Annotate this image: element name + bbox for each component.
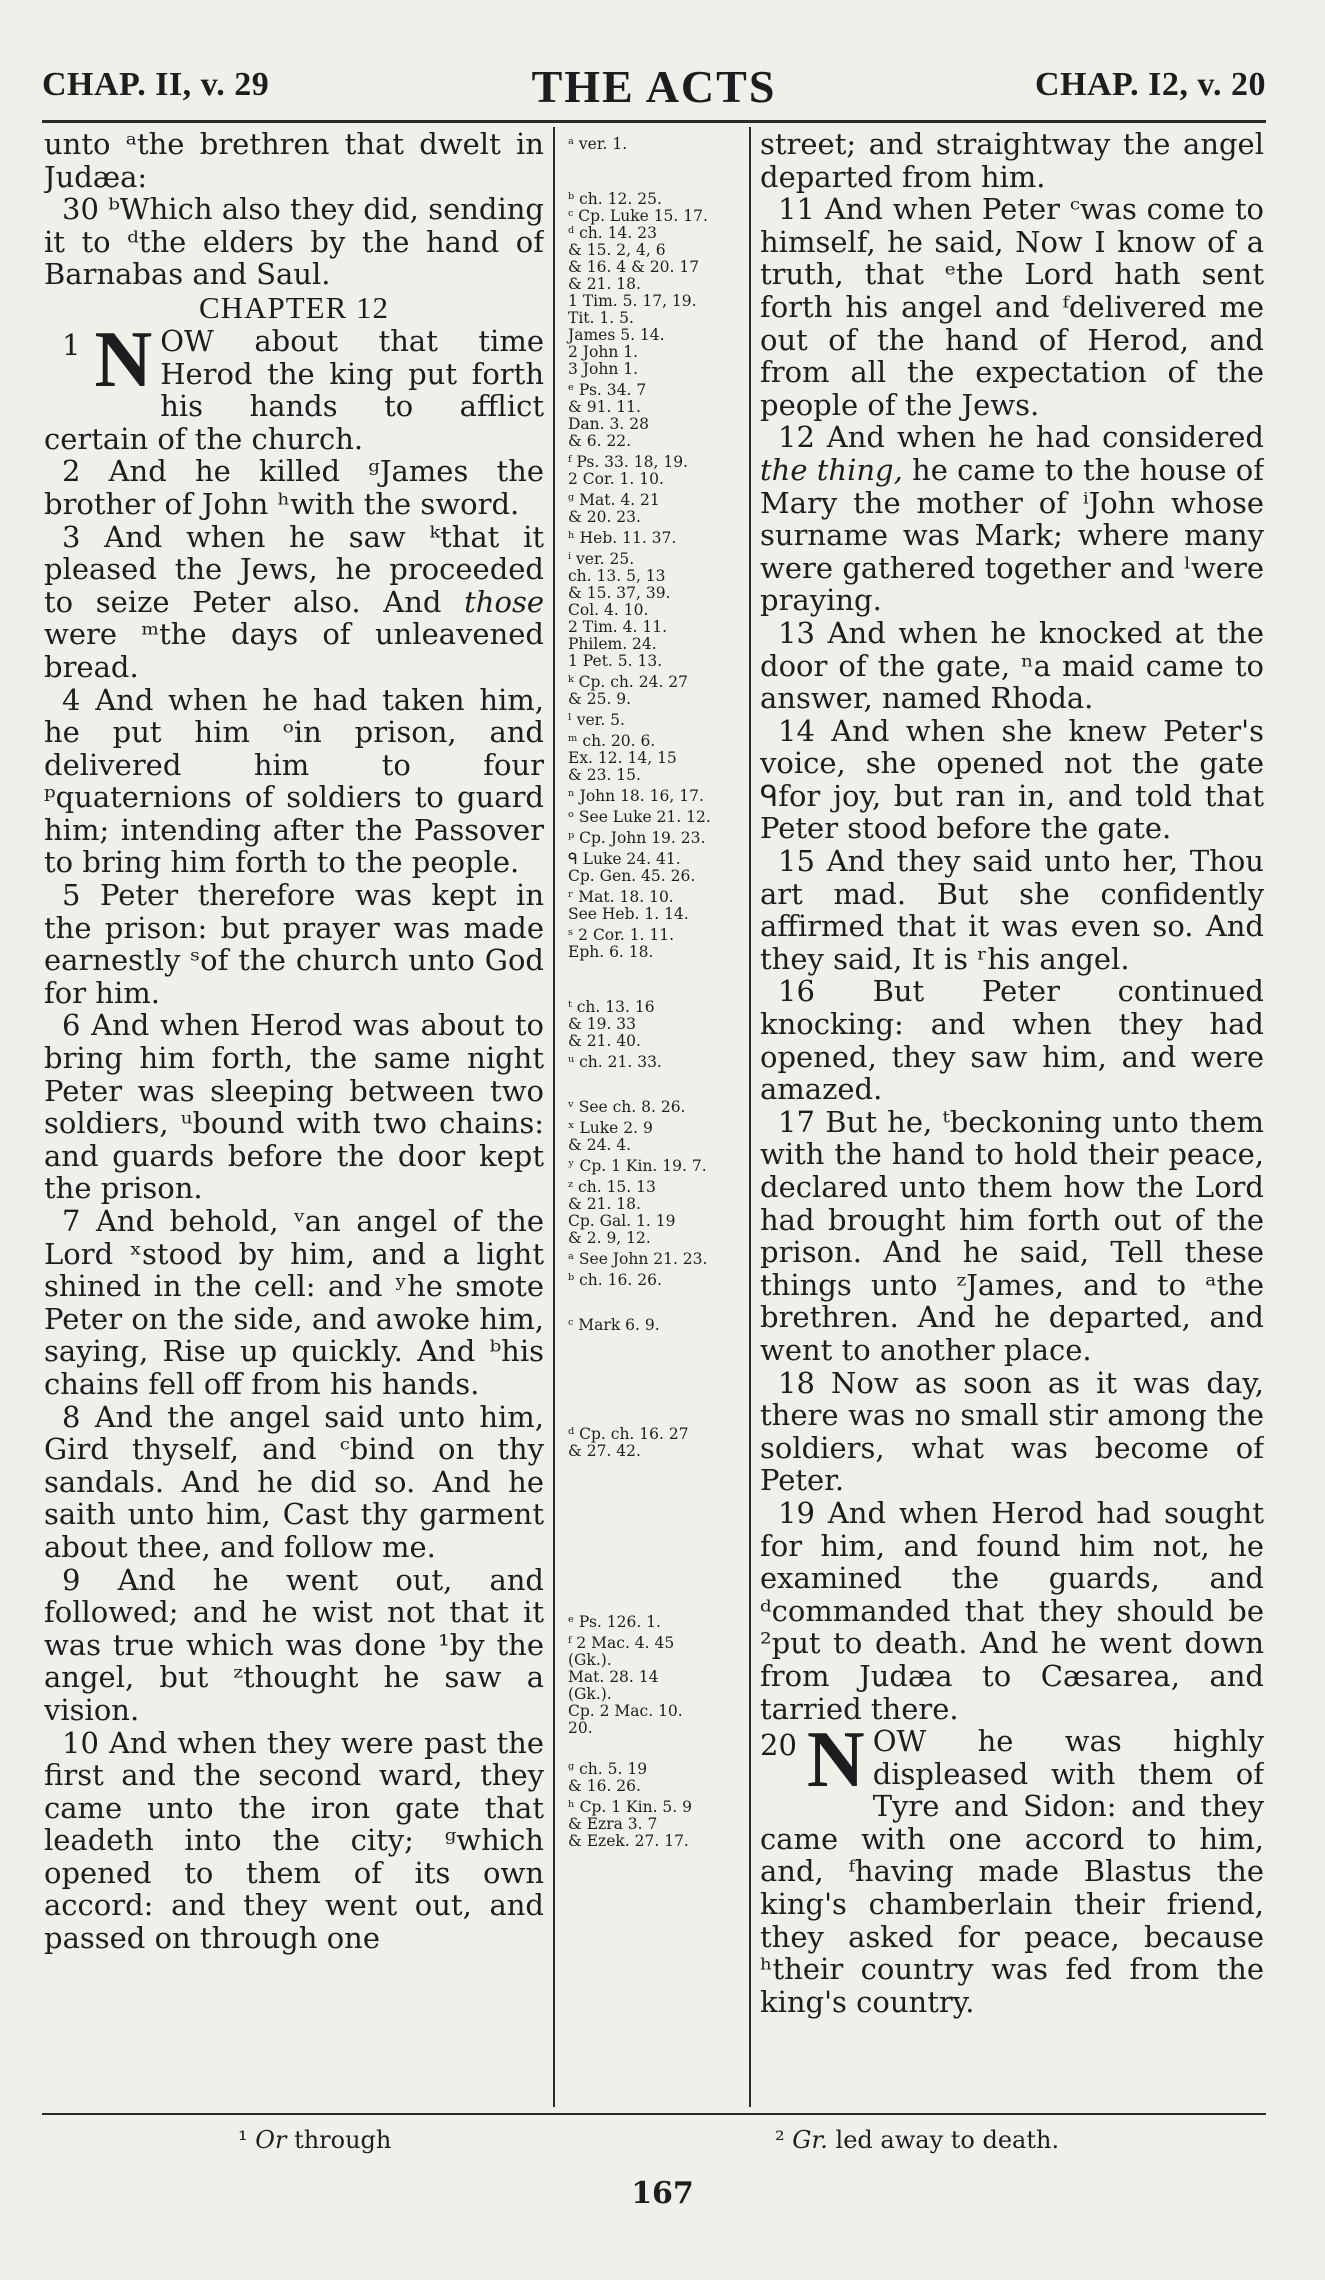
header-chapter-start: CHAP. II, v. 29 — [42, 66, 270, 103]
verse-12-11: 11 And when Peter ᶜwas come to himself, he said, Now I know of a truth, that ᵉthe Lord hath sent forth his angel and ᶠdelivered me out of the hand of Herod, and from all the expectation of the people of the Jews. — [760, 192, 1264, 422]
cross-reference: ᵗ ch. 13. 16 & 19. 33 & 21. 40. — [568, 998, 655, 1050]
verse-12-19: 19 And when Herod had sought for him, and found him not, he examined the guards, and ᵈcommanded that they should be ²put to death. And he went down from Judæa to Cæsarea, and tarried there. — [760, 1495, 1264, 1726]
verse-12-15: 15 And they said unto her, Thou art mad. But she confidently affirmed that it was even so. And they said, It is ʳhis angel. — [760, 844, 1264, 976]
verse-12-5: 5 Peter therefore was kept in the prison: but prayer was made earnestly ˢof the church unto God for him. — [44, 878, 544, 1010]
cross-reference: ᶠ Ps. 33. 18, 19. 2 Cor. 1. 10. — [568, 453, 688, 488]
cross-reference: ᵏ Cp. ch. 24. 27 & 25. 9. — [568, 673, 689, 708]
verse-11-30: 30 ᵇWhich also they did, sending it to ᵈthe elders by the hand of Barnabas and Saul. — [44, 192, 544, 292]
cross-reference: ⁱ ver. 25. ch. 13. 5, 13 & 15. 37, 39. Col. 4. 10. 2 Tim. 4. 11. Philem. 24. 1 Pet. 5. 13. — [568, 550, 671, 670]
cross-reference: ᵉ Ps. 126. 1. — [568, 1613, 661, 1631]
verse-12-6: 6 And when Herod was about to bring him forth, the same night Peter was sleeping between two soldiers, ᵘbound with two chains: and guards before the door kept the prison. — [44, 1008, 544, 1206]
page-number: 167 — [631, 2176, 694, 2211]
cross-reference: ᵇ ch. 16. 26. — [568, 1271, 662, 1289]
cross-reference: ʰ Cp. 1 Kin. 5. 9 & Ezra 3. 7 & Ezek. 27. 17. — [568, 1798, 693, 1850]
cross-reference: ʸ Cp. 1 Kin. 19. 7. — [568, 1157, 707, 1175]
verse-12-13: 13 And when he knocked at the door of the gate, ⁿa maid came to answer, named Rhoda. — [760, 615, 1264, 716]
cross-reference: ᵍ Mat. 4. 21 & 20. 23. — [568, 491, 660, 526]
verse-12-12: 12 And when he had considered the thing, he came to the house of Mary the mother of ⁱJohn whose surname was Mark; where many were gathered together and ˡwere praying. — [760, 420, 1264, 618]
footnote-rule — [42, 2113, 1266, 2115]
footnotes — [0, 2126, 1325, 2166]
chapter-heading: CHAPTER 12 — [199, 289, 389, 325]
cross-reference: ᵈ Cp. ch. 16. 27 & 27. 42. — [568, 1425, 689, 1460]
column-divider-left — [553, 127, 555, 2107]
verse-12-2: 2 And he killed ᵍJames the brother of John ʰwith the sword. — [44, 454, 544, 521]
verse-12-7: 7 And behold, ᵛan angel of the Lord ˣstood by him, and a light shined in the cell: and ʸhe smote Peter on the side, and awoke him, saying, Rise up quickly. And ᵇhis chains fell off from his hands. — [44, 1204, 544, 1401]
verse-number: 1 — [62, 327, 81, 362]
cross-reference: ˡ ver. 5. — [568, 711, 625, 729]
cross-reference — [568, 965, 738, 999]
header-chapter-end: CHAP. I2, v. 20 — [1034, 66, 1266, 103]
verse-12-18: 18 Now as soon as it was day, there was no small stir among the soldiers, what was become of Peter. — [760, 1365, 1264, 1498]
verse-12-8: 8 And the angel said unto him, Gird thyself, and ᶜbind on thy sandals. And he did so. And he saith unto him, Cast thy garment about thee, and follow me. — [44, 1399, 544, 1564]
verse-12-3: 3 And when he saw ᵏthat it pleased the Jews, he proceeded to seize Peter also. And those were ᵐthe days of unleavened bread. — [44, 519, 544, 684]
verse-12-9: 9 And he went out, and followed; and he wist not that it was true which was done ¹by the angel, but ᶻthought he saw a vision. — [44, 1562, 544, 1727]
verse-12-16: 16 But Peter continued knocking: and when they had opened, they saw him, and were amazed. — [760, 974, 1264, 1107]
cross-reference: ᵖ Cp. John 19. 23. — [568, 829, 706, 847]
verse-12-17: 17 But he, ᵗbeckoning unto them with the hand to hold their peace, declared unto them how the Lord had brought him forth out of the prison. And he said, Tell these things unto ᶻJames, and to ᵃthe brethren. And he departed, and went to another place. — [760, 1104, 1264, 1367]
verse-12-10: 10 And when they were past the first and the second ward, they came unto the iron gate that leadeth into the city; ᵍwhich opened to them of its own accord: and they went out, and passed on through one — [44, 1725, 544, 1956]
cross-reference — [568, 1741, 738, 1761]
cross-reference: ᵃ ver. 1. — [568, 135, 628, 153]
verse-number: 20 — [760, 1728, 797, 1763]
cross-reference — [568, 1338, 738, 1426]
cross-reference — [568, 157, 738, 191]
right-text-column — [760, 128, 1264, 2104]
verse-12-14: 14 And when she knew Peter's voice, she opened not the gate ᑫfor joy, but ran in, and told that Peter stood before the gate. — [760, 713, 1264, 846]
cross-reference-column — [568, 136, 738, 2106]
cross-reference: ᶻ ch. 15. 13 & 21. 18. Cp. Gal. 1. 19 & 2. 9, 12. — [568, 1178, 676, 1247]
cross-reference: ᵒ See Luke 21. 12. — [568, 808, 711, 826]
cross-reference: ˢ 2 Cor. 1. 11. Eph. 6. 18. — [568, 926, 675, 961]
cross-reference — [568, 1464, 738, 1614]
cross-reference: ʰ Heb. 11. 37. — [568, 529, 677, 547]
book-title: THE ACTS — [531, 61, 777, 112]
verse-11-29-continued: unto ᵃthe brethren that dwelt in Judæa: — [44, 128, 544, 194]
cross-reference: ᵉ Ps. 34. 7 & 91. 11. Dan. 3. 28 & 6. 22. — [568, 381, 649, 450]
cross-reference — [568, 1293, 738, 1317]
running-header — [42, 60, 1266, 118]
footnote-1: ¹ Or through — [238, 2126, 392, 2154]
drop-cap: N — [806, 1716, 865, 1805]
cross-reference: ⁿ John 18. 16, 17. — [568, 787, 704, 805]
column-divider-right — [749, 127, 751, 2107]
footnote-2: ² Gr. led away to death. — [775, 2126, 1060, 2154]
cross-reference: ᑫ Luke 24. 41. Cp. Gen. 45. 26. — [568, 850, 696, 885]
verse-12-4: 4 And when he had taken him, he put him ᵒin prison, and delivered him to four ᵖquaternions of soldiers to guard him; intending after the Passover to bring him forth to the people. — [44, 682, 544, 880]
cross-reference: ᵍ ch. 5. 19 & 16. 26. — [568, 1760, 648, 1795]
verse-12-1: 1 N OW about that time Herod the king put forth his hands to afflict certain of the church. — [44, 315, 544, 456]
cross-reference: ᵃ See John 21. 23. — [568, 1250, 708, 1268]
verse-12-20: 20 N OW he was highly displeased with them of Tyre and Sidon: and they came with one accord to him, and, ᶠhaving made Blastus the king's chamberlain their friend, they asked for peace, because ʰtheir country was fed from the king's country. — [760, 1716, 1264, 2019]
verse-12-10-continued: street; and straightway the angel departed from him. — [760, 128, 1264, 194]
cross-reference: ʳ Mat. 18. 10. See Heb. 1. 14. — [568, 888, 689, 923]
cross-reference: ᵘ ch. 21. 33. — [568, 1053, 662, 1071]
left-text-column — [44, 128, 544, 2104]
cross-reference: ᵇ ch. 12. 25. ᶜ Cp. Luke 15. 17. ᵈ ch. 14. 23 & 15. 2, 4, 6 & 16. 4 & 20. 17 & 21. 18. 1 Tim. 5. 17, 19. Tit. 1. 5. James 5. 14. 2 John 1. 3 John 1. — [568, 190, 708, 378]
cross-reference: ᶜ Mark 6. 9. — [568, 1316, 660, 1334]
cross-reference: ˣ Luke 2. 9 & 24. 4. — [568, 1119, 653, 1154]
cross-reference — [568, 1075, 738, 1099]
header-rule — [42, 120, 1266, 123]
cross-reference: ᵛ See ch. 8. 26. — [568, 1098, 686, 1116]
cross-reference: ᶠ 2 Mac. 4. 45 (Gk.). Mat. 28. 14 (Gk.). Cp. 2 Mac. 10. 20. — [568, 1634, 683, 1737]
cross-reference: ᵐ ch. 20. 6. Ex. 12. 14, 15 & 23. 15. — [568, 732, 677, 784]
drop-cap: N — [94, 315, 153, 404]
